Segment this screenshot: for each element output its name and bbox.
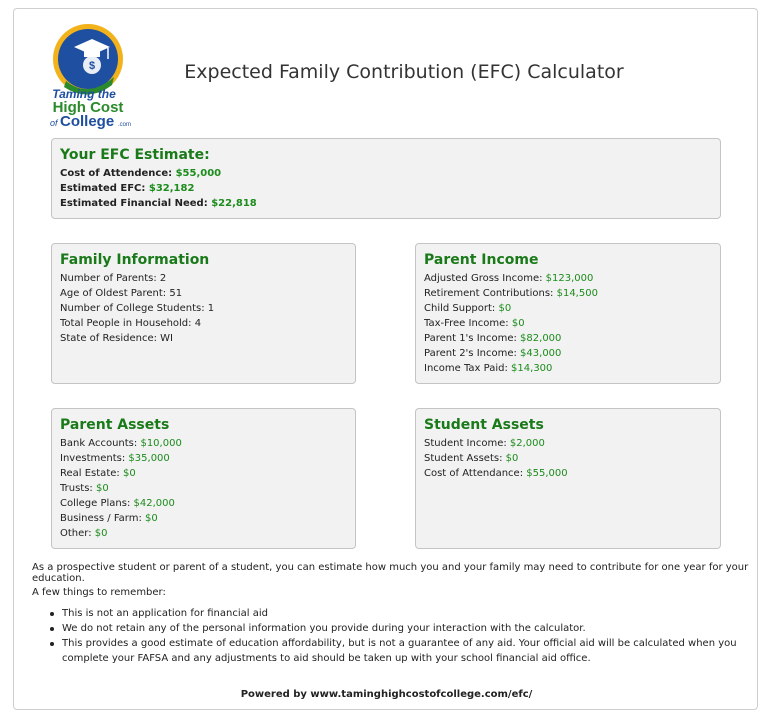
student-assets-panel [415,408,721,549]
site-logo [36,19,146,129]
list-item: Cost of Attendance: $55,000 [424,468,568,479]
list-item: Total People in Household: 4 [60,318,202,329]
list-item: Other: $0 [60,528,108,539]
efc-estimate-panel [51,138,721,219]
list-item: College Plans: $42,000 [60,498,175,509]
family-information-panel [51,243,356,384]
list-item: Number of Parents: 2 [60,273,167,284]
list-item: Income Tax Paid: $14,300 [424,363,553,374]
estimated-efc-row: Estimated EFC: $32,182 [60,183,195,194]
powered-by-footer: Powered by www.taminghighcostofcollege.com/efc/ [240,689,533,700]
list-item: State of Residence: WI [60,333,173,344]
list-item: Parent 1's Income: $82,000 [424,333,562,344]
financial-need-row: Estimated Financial Need: $22,818 [60,198,257,209]
panel-heading: Parent Assets [60,417,170,433]
panel-heading: Student Assets [424,417,544,433]
list-item: Age of Oldest Parent: 51 [60,288,183,299]
list-item: Parent 2's Income: $43,000 [424,348,562,359]
svg-text:Taming the: Taming the [52,87,116,101]
list-item: We do not retain any of the personal information you provide during your interaction with the calculator. [62,621,742,636]
notes-list [62,606,742,666]
panel-heading: Family Information [60,252,210,268]
calculator-page [13,8,758,710]
list-item: Real Estate: $0 [60,468,136,479]
list-item: Adjusted Gross Income: $123,000 [424,273,594,284]
list-item: This provides a good estimate of education affordability, but is not a guarantee of any aid. Your official aid will be calculated when you complete your FAFSA and any adjustments to aid should be taken up with your school financial aid office. [62,636,742,666]
cost-of-attendance-row: Cost of Attendence: $55,000 [60,168,222,179]
svg-text:.com: .com [118,122,132,128]
panel-heading: Parent Income [424,252,539,268]
page-title: Expected Family Contribution (EFC) Calculator [184,61,624,83]
svg-text:of: of [50,118,58,128]
list-item: Retirement Contributions: $14,500 [424,288,598,299]
svg-text:$: $ [88,60,96,72]
list-item: Student Assets: $0 [424,453,519,464]
list-item: Bank Accounts: $10,000 [60,438,182,449]
list-item: Student Income: $2,000 [424,438,545,449]
list-item: Trusts: $0 [60,483,109,494]
svg-text:College: College [60,113,115,129]
list-item: Child Support: $0 [424,303,512,314]
parent-assets-panel [51,408,356,549]
list-item: This is not an application for financial aid [62,606,742,621]
list-item: Investments: $35,000 [60,453,170,464]
svg-text:High Cost: High Cost [52,99,124,116]
parent-income-panel [415,243,721,384]
list-item: Business / Farm: $0 [60,513,158,524]
list-item: Number of College Students: 1 [60,303,215,314]
remember-heading: A few things to remember: [32,587,166,598]
intro-text: As a prospective student or parent of a student, you can estimate how much you and your family may need to contribute for one year for your education. [32,562,749,584]
panel-heading: Your EFC Estimate: [60,147,210,163]
list-item: Tax-Free Income: $0 [424,318,525,329]
